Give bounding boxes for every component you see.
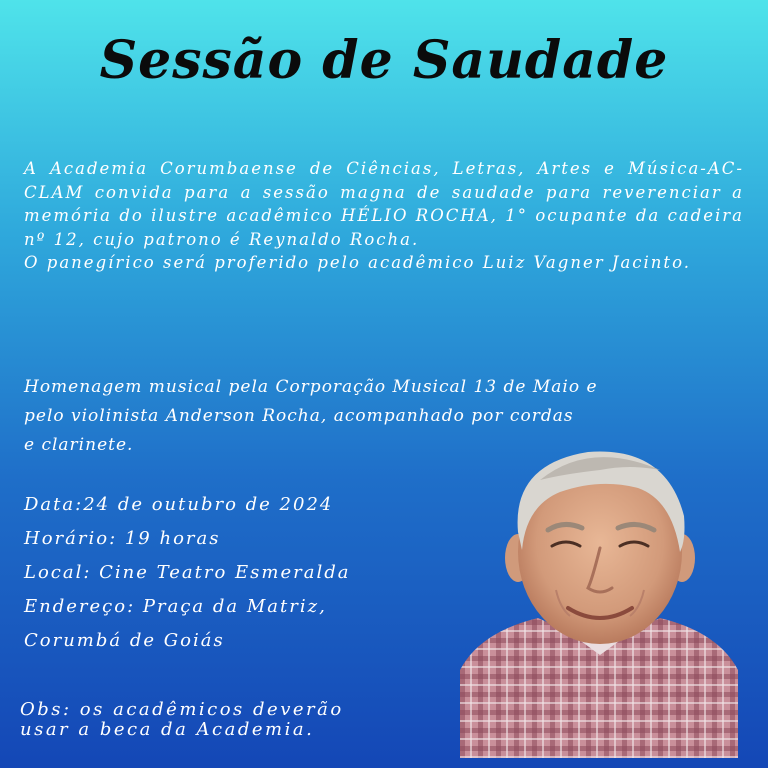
event-time: Horário: 19 horas xyxy=(24,528,221,549)
portrait-photo xyxy=(460,440,738,758)
invitation-text xyxy=(24,157,744,275)
eulogy-paragraph: O panegírico será proferido pelo acadêmico Luiz Vagner Jacinto. xyxy=(24,253,691,272)
note-line-2: usar a beca da Academia. xyxy=(20,719,315,740)
page-title: Sessão de Saudade xyxy=(99,30,669,91)
tribute-line-2: pelo violinista Anderson Rocha, acompanhado por cordas xyxy=(24,406,574,426)
note-line-1: Obs: os acadêmicos deverão xyxy=(20,699,344,720)
event-date: Data:24 de outubro de 2024 xyxy=(24,494,334,515)
event-details xyxy=(24,488,350,658)
event-address: Endereço: Praça da Matriz, xyxy=(24,596,327,617)
dress-note xyxy=(20,700,440,740)
event-venue: Local: Cine Teatro Esmeralda xyxy=(24,562,351,583)
event-city: Corumbá de Goiás xyxy=(24,630,225,651)
tribute-line-3: e clarinete. xyxy=(24,435,134,455)
tribute-line-1: Homenagem musical pela Corporação Musical 13 de Maio e xyxy=(24,377,598,397)
invitation-paragraph: A Academia Corumbaense de Ciências, Letras, Artes e Música-AC-CLAM convida para a sessão magna de saudade para reverenciar a memória do ilustre acadêmico HÉLIO ROCHA, 1° ocupante da cadeira nº 12, cujo patrono é Reynaldo Rocha. xyxy=(24,159,744,249)
